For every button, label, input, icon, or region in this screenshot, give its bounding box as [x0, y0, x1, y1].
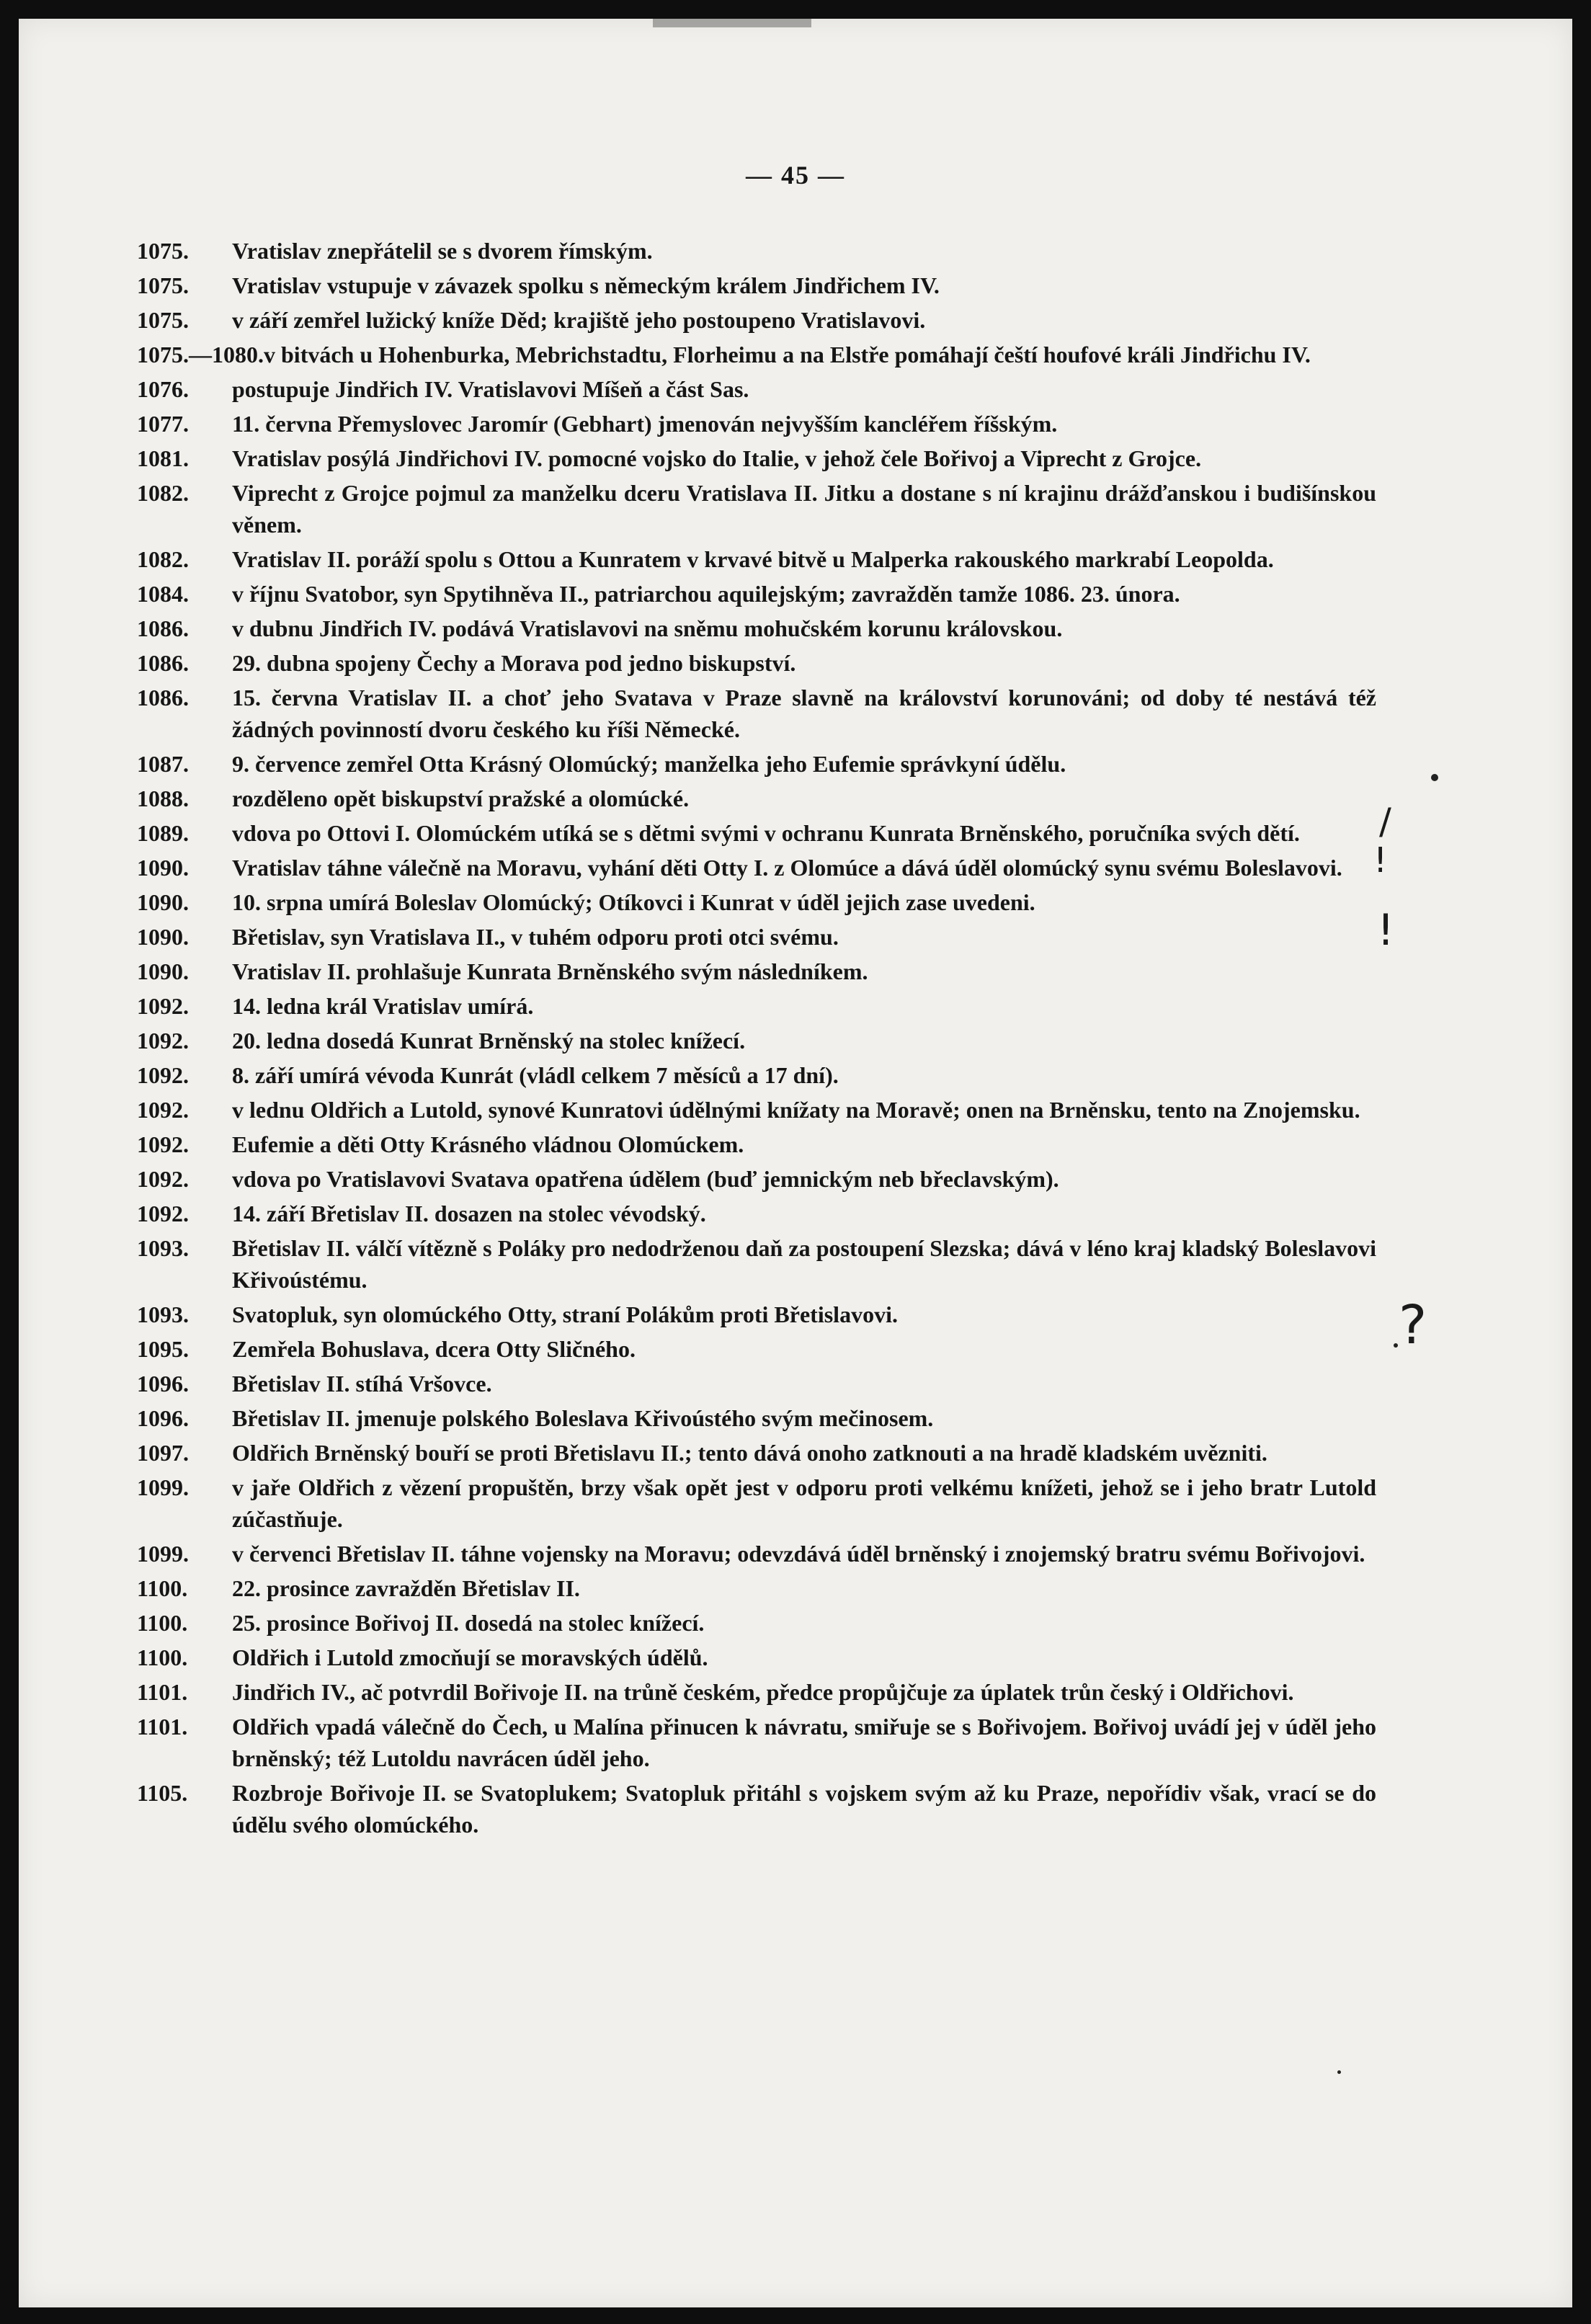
- entry-text: v září zemřel lužický kníže Děd; krajiště jeho postoupeno Vratislavovi.: [232, 307, 926, 333]
- chronology-entry: [137, 956, 1376, 987]
- entry-text: Eufemie a děti Otty Krásného vládnou Olomúckem.: [232, 1131, 744, 1157]
- entry-text: Břetislav II. válčí vítězně s Poláky pro nedodrženou daň za postoupení Slezska; dává v léno kraj kladský Boleslavovi Křivoústému.: [232, 1235, 1376, 1293]
- entry-year: 1081.: [137, 445, 189, 471]
- entry-text: Oldřich Brněnský bouří se proti Břetislavu II.; tento dává onoho zatknouti a na hradě kladském uvězniti.: [232, 1440, 1267, 1466]
- entry-text: v lednu Oldřich a Lutold, synové Kunratovi údělnými knížaty na Moravě; onen na Brněnsku, tento na Znojemsku.: [232, 1097, 1360, 1123]
- entry-year: 1086.: [137, 685, 189, 711]
- entry-year: 1101.: [137, 1714, 188, 1740]
- entry-text: 14. ledna král Vratislav umírá.: [232, 993, 534, 1019]
- chronology-entry: [137, 1299, 1376, 1330]
- entry-text: 29. dubna spojeny Čechy a Morava pod jedno biskupství.: [232, 650, 796, 676]
- entry-text: rozděleno opět biskupství pražské a olomúcké.: [232, 785, 690, 811]
- entry-text: 14. září Břetislav II. dosazen na stolec vévodský.: [232, 1201, 706, 1226]
- chronology-entry: [137, 578, 1376, 610]
- entry-year: 1082.: [137, 546, 189, 572]
- entry-text: Vratislav II. poráží spolu s Ottou a Kunratem v krvavé bitvě u Malperka rakouského markrabí Leopolda.: [232, 546, 1274, 572]
- chronology-entry: [137, 1437, 1376, 1469]
- entry-year: 1100.: [137, 1610, 188, 1636]
- entry-year: 1076.: [137, 376, 189, 402]
- entry-text: Zemřela Bohuslava, dcera Otty Sličného.: [232, 1336, 636, 1362]
- chronology-entry: [137, 1368, 1376, 1399]
- chronology-list: [137, 235, 1376, 1843]
- entry-text: Vratislav posýlá Jindřichovi IV. pomocné vojsko do Italie, v jehož čele Bořivoj a Viprecht z Grojce.: [232, 445, 1202, 471]
- entry-year: 1075.: [137, 307, 189, 333]
- chronology-entry: [137, 1607, 1376, 1639]
- entry-text: Oldřich i Lutold zmocňují se moravských údělů.: [232, 1644, 708, 1670]
- entry-year: 1092.: [137, 1166, 189, 1192]
- entry-year: 1096.: [137, 1405, 189, 1431]
- entry-text: 22. prosince zavražděn Břetislav II.: [232, 1575, 580, 1601]
- entry-year: 1093.: [137, 1235, 189, 1261]
- chronology-entry: [137, 748, 1376, 780]
- chronology-entry: [137, 304, 1376, 336]
- chronology-entry: [137, 1572, 1376, 1604]
- chronology-entry: [137, 1642, 1376, 1673]
- entry-text: 11. června Přemyslovec Jaromír (Gebhart) jmenován nejvyšším kancléřem říšským.: [232, 411, 1058, 437]
- entry-year: 1099.: [137, 1541, 189, 1567]
- scan-artifact: [653, 19, 811, 27]
- entry-year: 1092.: [137, 1062, 189, 1088]
- entry-text: postupuje Jindřich IV. Vratislavovi Míšeň a část Sas.: [232, 376, 749, 402]
- chronology-entry: [137, 1198, 1376, 1229]
- chronology-entry: [137, 783, 1376, 814]
- entry-year: 1089.: [137, 820, 189, 846]
- entry-year: 1092.: [137, 1028, 189, 1054]
- entry-year: 1082.: [137, 480, 189, 506]
- chronology-entry: [137, 1094, 1376, 1126]
- entry-text: v červenci Břetislav II. táhne vojensky na Moravu; odevzdává úděl brněnský i znojemský bratru svému Bořivojovi.: [232, 1541, 1365, 1567]
- entry-year: 1097.: [137, 1440, 189, 1466]
- entry-text: 10. srpna umírá Boleslav Olomúcký; Otíkovci i Kunrat v úděl jejich zase uvedeni.: [232, 889, 1035, 915]
- ink-dot: [1394, 1343, 1398, 1348]
- chronology-entry: [137, 339, 1376, 370]
- chronology-entry: [137, 1472, 1376, 1535]
- entry-year: 1095.: [137, 1336, 189, 1362]
- chronology-entry: [137, 1711, 1376, 1774]
- entry-text: Oldřich vpadá válečně do Čech, u Malína přinucen k návratu, smiřuje se s Bořivojem. Bořivoj uvádí jej v úděl jeho brněnský; též Lutoldu navrácen úděl jeho.: [232, 1714, 1376, 1771]
- entry-text: 15. června Vratislav II. a choť jeho Svatava v Praze slavně na království korunováni; od doby té nestává též žádných povinností dvoru českého ku říši Německé.: [232, 685, 1376, 742]
- entry-year: 1092.: [137, 993, 189, 1019]
- page-number: — 45 —: [746, 161, 845, 190]
- chronology-entry: [137, 682, 1376, 745]
- entry-text: v dubnu Jindřich IV. podává Vratislavovi na sněmu mohučském korunu královskou.: [232, 615, 1063, 641]
- chronology-entry: [137, 886, 1376, 918]
- entry-text: Vratislav znepřátelil se s dvorem římským.: [232, 238, 653, 264]
- entry-text: vdova po Vratislavovi Svatava opatřena údělem (buď jemnickým neb břeclavským).: [232, 1166, 1059, 1192]
- chronology-entry: [137, 1333, 1376, 1365]
- chronology-entry: [137, 442, 1376, 474]
- entry-text: Viprecht z Grojce pojmul za manželku dceru Vratislava II. Jitku a dostane s ní krajinu drážďanskou i budišínskou věnem.: [232, 480, 1376, 538]
- entry-text: Vratislav táhne válečně na Moravu, vyhání děti Otty I. z Olomúce a dává úděl olomúcký synu svému Boleslavovi.: [232, 855, 1342, 881]
- chronology-entry: [137, 1777, 1376, 1840]
- ink-dot: [1431, 774, 1438, 781]
- entry-year: 1100.: [137, 1575, 188, 1601]
- entry-year: 1075.: [137, 272, 189, 298]
- chronology-entry: [137, 408, 1376, 440]
- chronology-entry: [137, 1676, 1376, 1708]
- chronology-entry: [137, 817, 1376, 849]
- chronology-entry: [137, 477, 1376, 540]
- entry-text: 25. prosince Bořivoj II. dosedá na stolec knížecí.: [232, 1610, 705, 1636]
- chronology-entry: [137, 235, 1376, 267]
- entry-text: Břetislav II. jmenuje polského Boleslava Křivoústého svým mečinosem.: [232, 1405, 934, 1431]
- chronology-entry: [137, 1025, 1376, 1056]
- chronology-entry: [137, 1163, 1376, 1195]
- chronology-entry: [137, 1059, 1376, 1091]
- entry-year: 1092.: [137, 1201, 189, 1226]
- entry-text: 20. ledna dosedá Kunrat Brněnský na stolec knížecí.: [232, 1028, 746, 1054]
- chronology-entry: [137, 613, 1376, 644]
- entry-year: 1088.: [137, 785, 189, 811]
- ink-dot: [1337, 2070, 1341, 2074]
- entry-text: Vratislav II. prohlašuje Kunrata Brněnského svým následníkem.: [232, 958, 868, 984]
- entry-text: Břetislav II. stíhá Vršovce.: [232, 1371, 492, 1397]
- chronology-entry: [137, 1538, 1376, 1570]
- entry-year: 1096.: [137, 1371, 189, 1397]
- chronology-entry: [137, 270, 1376, 301]
- entry-text: v bitvách u Hohenburka, Mebrichstadtu, Florheimu a na Elstře pomáhají čeští houfové králi Jindřichu IV.: [264, 342, 1311, 368]
- entry-year: 1090.: [137, 924, 189, 950]
- entry-year: 1086.: [137, 650, 189, 676]
- entry-year: 1090.: [137, 958, 189, 984]
- chronology-entry: [137, 373, 1376, 405]
- entry-text: v jaře Oldřich z vězení propuštěn, brzy však opět jest v odporu proti velkému knížeti, jehož se i jeho bratr Lutold zúčastňuje.: [232, 1474, 1376, 1532]
- entry-year: 1084.: [137, 581, 189, 607]
- chronology-entry: [137, 990, 1376, 1022]
- chronology-entry: [137, 1232, 1376, 1296]
- entry-text: Jindřich IV., ač potvrdil Bořivoje II. na trůně českém, předce propůjčuje za úplatek trůn český i Oldřichovi.: [232, 1679, 1294, 1705]
- chronology-entry: [137, 921, 1376, 953]
- entry-year: 1075.: [137, 238, 189, 264]
- entry-year: 1101.: [137, 1679, 188, 1705]
- entry-year: 1093.: [137, 1301, 189, 1327]
- entry-year: 1092.: [137, 1131, 189, 1157]
- entry-text: v říjnu Svatobor, syn Spytihněva II., patriarchou aquilejským; zavražděn tamže 1086. 23. února.: [232, 581, 1180, 607]
- margin-note-slash: /: [1379, 801, 1391, 842]
- entry-year: 1090.: [137, 855, 189, 881]
- entry-year: 1092.: [137, 1097, 189, 1123]
- margin-note-exclamation: !: [1377, 905, 1395, 956]
- chronology-entry: [137, 543, 1376, 575]
- entry-text: Břetislav, syn Vratislava II., v tuhém odporu proti otci svému.: [232, 924, 839, 950]
- entry-text: Rozbroje Bořivoje II. se Svatoplukem; Svatopluk přitáhl s vojskem svým až ku Praze, nepořídiv však, vrací se do údělu svého olomúckého.: [232, 1780, 1376, 1838]
- chronology-entry: [137, 1128, 1376, 1160]
- entry-year: 1090.: [137, 889, 189, 915]
- entry-text: 8. září umírá vévoda Kunrát (vládl celkem 7 měsíců a 17 dní).: [232, 1062, 839, 1088]
- document-page: [19, 19, 1572, 2307]
- entry-year: 1105.: [137, 1780, 188, 1806]
- entry-text: Svatopluk, syn olomúckého Otty, straní Polákům proti Břetislavovi.: [232, 1301, 898, 1327]
- entry-year: 1100.: [137, 1644, 188, 1670]
- chronology-entry: [137, 1402, 1376, 1434]
- entry-year: 1087.: [137, 751, 189, 777]
- margin-note-exclamation: !: [1373, 840, 1388, 881]
- chronology-entry: [137, 647, 1376, 679]
- chronology-entry: [137, 852, 1376, 883]
- entry-text: 9. července zemřel Otta Krásný Olomúcký; manželka jeho Eufemie správkyní údělu.: [232, 751, 1066, 777]
- entry-year: 1086.: [137, 615, 189, 641]
- margin-note-question: ?: [1399, 1294, 1427, 1356]
- entry-text: Vratislav vstupuje v závazek spolku s německým králem Jindřichem IV.: [232, 272, 940, 298]
- entry-year: 1075.—1080.: [137, 342, 264, 368]
- entry-year: 1077.: [137, 411, 189, 437]
- entry-text: vdova po Ottovi I. Olomúckém utíká se s dětmi svými v ochranu Kunrata Brněnského, poručníka svých dětí.: [232, 820, 1300, 846]
- entry-year: 1099.: [137, 1474, 189, 1500]
